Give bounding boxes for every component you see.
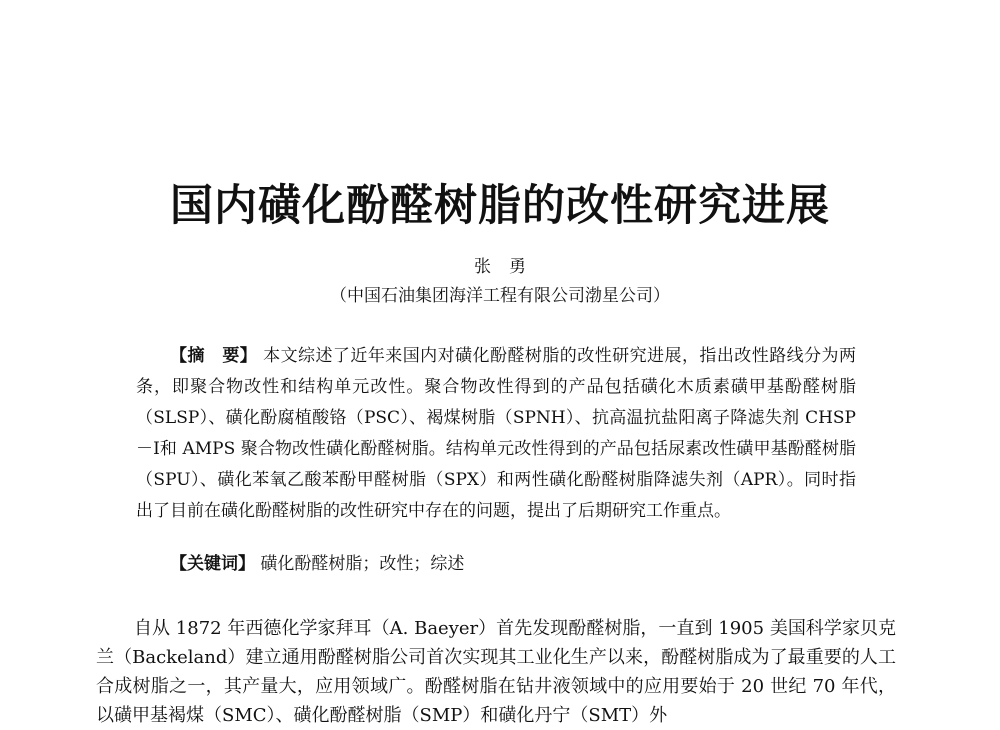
paper-title: 国内磺化酚醛树脂的改性研究进展: [170, 181, 830, 231]
keywords: [170, 551, 860, 577]
keywords-tag: 【关键词】: [170, 554, 255, 574]
abstract-text: 本文综述了近年来国内对磺化酚醛树脂的改性研究进展，指出改性路线分为两条，即聚合物改性和结构单元改性。聚合物改性得到的产品包括磺化木质素磺甲基酚醛树脂（SLSP）、磺化酚腐植酸铬（PSC）、褐煤树脂（SPNH）、抗高温抗盐阳离子降滤失剂 CHSP－Ⅰ和 AMPS 聚合物改性磺化酚醛树脂。结构单元改性得到的产品包括尿素改性磺甲基酚醛树脂（SPU）、磺化苯氧乙酸苯酚甲醛树脂（SPX）和两性磺化酚醛树脂降滤失剂（APR）。同时指出了目前在磺化酚醛树脂的改性研究中存在的问题，提出了后期研究工作重点。: [136, 346, 857, 521]
keyword-item: 综述: [430, 554, 465, 574]
abstract-tag: 【摘 要】: [170, 346, 258, 366]
body-paragraph: 自从 1872 年西德化学家拜耳（A. Baeyer）首先发现酚醛树脂，一直到 1905 美国科学家贝克兰（Backeland）建立通用酚醛树脂公司首次实现其工业化生产以来，酚醛树脂成为了最重要的人工合成树脂之一，其产量大，应用领域广。酚醛树脂在钻井液领域中的应用要始于 20 世纪 70 年代，以磺甲基褐煤（SMC）、磺化酚醛树脂（SMP）和磺化丹宁（SMT）外: [96, 618, 896, 726]
keyword-item: 磺化酚醛树脂: [260, 554, 363, 574]
abstract: [136, 341, 856, 527]
keyword-item: 改性: [379, 554, 414, 574]
keyword-separator: ；: [413, 554, 431, 574]
author-name: 张勇: [474, 257, 544, 277]
keyword-separator: ；: [362, 554, 380, 574]
author-affiliation: （中国石油集团海洋工程有限公司渤星公司）: [330, 286, 670, 306]
